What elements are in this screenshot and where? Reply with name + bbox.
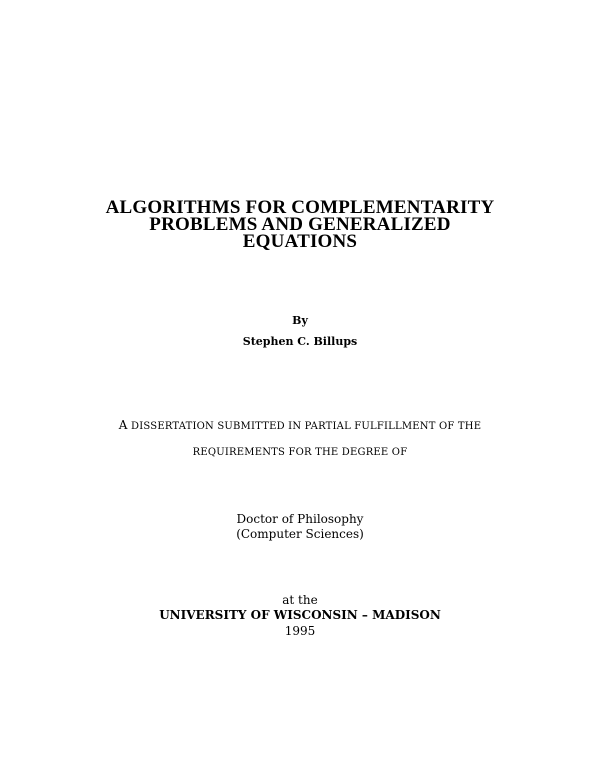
dissertation-statement-line-1 xyxy=(0,418,600,432)
dissertation-statement-initial: A xyxy=(118,418,128,432)
dissertation-title-line-3: EQUATIONS xyxy=(242,231,358,252)
at-the-label: at the xyxy=(282,593,318,607)
degree-name: Doctor of Philosophy xyxy=(236,512,364,526)
dissertation-title-line-2: PROBLEMS AND GENERALIZED xyxy=(149,214,451,235)
by-label: By xyxy=(292,314,308,327)
dissertation-statement-line-2: REQUIREMENTS FOR THE DEGREE OF xyxy=(192,447,408,458)
university-name: UNIVERSITY OF WISCONSIN – MADISON xyxy=(159,608,441,622)
author-name: Stephen C. Billups xyxy=(242,335,358,348)
submission-year: 1995 xyxy=(284,624,316,638)
degree-field: (Computer Sciences) xyxy=(236,527,364,541)
dissertation-statement-rest: DISSERTATION SUBMITTED IN PARTIAL FULFILLMENT OF THE xyxy=(127,421,482,432)
dissertation-title-line-1: ALGORITHMS FOR COMPLEMENTARITY xyxy=(105,197,495,218)
